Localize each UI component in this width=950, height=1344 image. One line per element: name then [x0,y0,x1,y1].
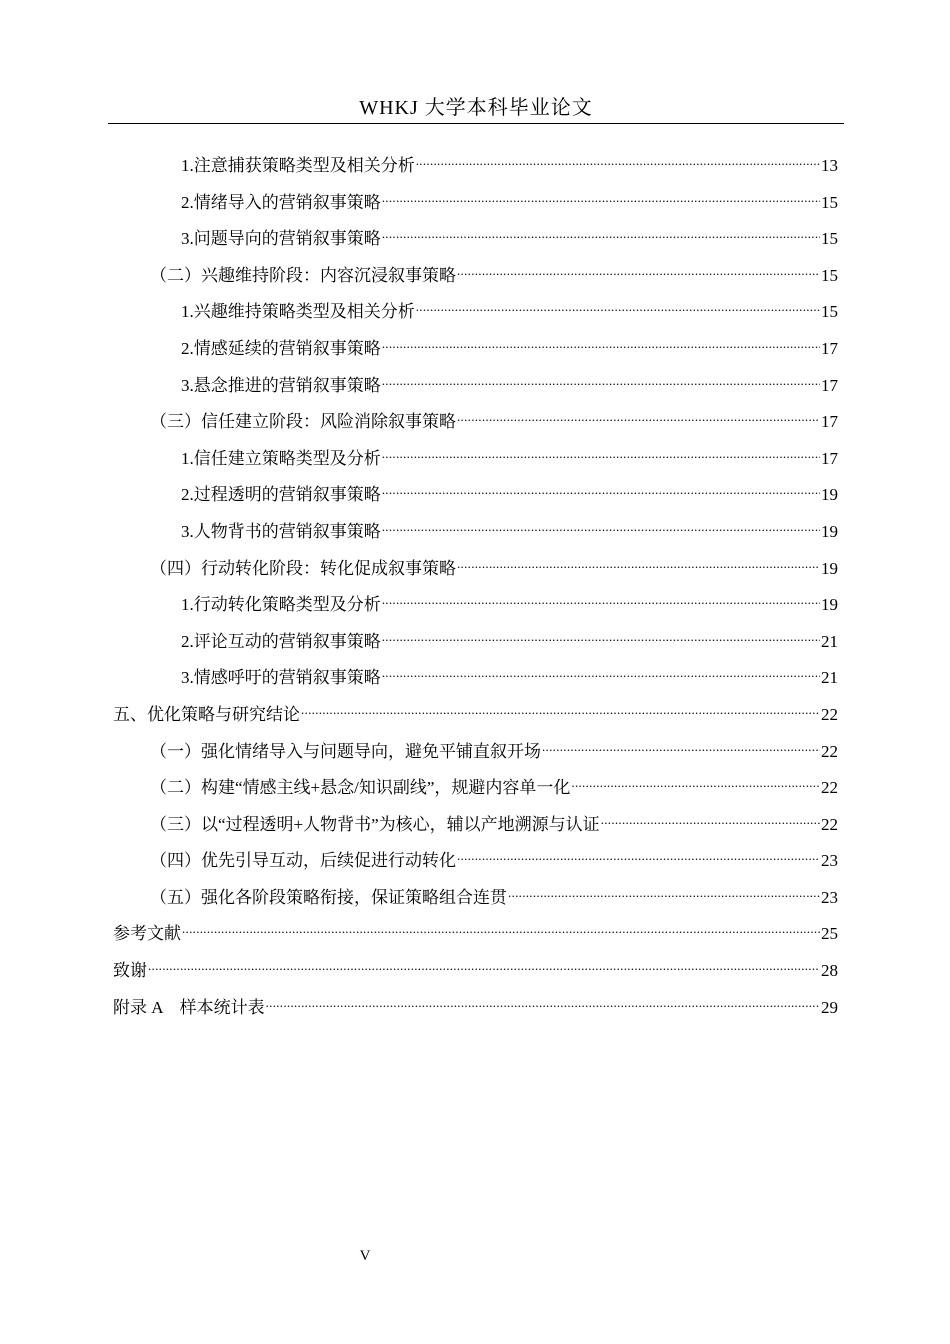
toc-entry-page: 15 [821,229,838,249]
toc-entry-page: 17 [821,338,838,358]
toc-entry-page: 17 [821,448,838,468]
toc-entry [113,582,838,619]
toc-dot-leader [182,911,820,939]
toc-dot-leader [382,326,820,354]
toc-dot-leader [148,948,820,976]
toc-dot-leader [301,692,820,720]
toc-entry-title: （二）兴趣维持阶段：内容沉浸叙事策略 [150,265,456,285]
toc-entry [113,509,838,546]
toc-entry-page: 22 [821,741,838,761]
toc-entry [113,838,838,875]
toc-entry-page: 15 [821,265,838,285]
toc-entry [113,363,838,400]
page-number: V [359,1248,371,1264]
toc-entry-title: （一）强化情绪导入与问题导向，避免平铺直叙开场 [150,741,541,761]
header-rule [108,123,844,124]
toc-entry-title: （四）行动转化阶段：转化促成叙事策略 [150,558,456,578]
toc-entry-page: 29 [821,997,838,1017]
toc-entry-page: 21 [821,631,838,651]
toc-dot-leader [382,436,820,464]
toc-entry-page: 22 [821,814,838,834]
toc-entry-title: 2.评论互动的营销叙事策略 [181,631,381,651]
toc-entry-title: 五、优化策略与研究结论 [113,704,300,724]
toc-entry-page: 25 [821,924,838,944]
toc-entry [113,985,838,1022]
toc-entry [113,216,838,253]
toc-entry-page: 21 [821,668,838,688]
toc-entry-page: 19 [821,485,838,505]
toc-dot-leader [266,985,820,1013]
toc-entry-page: 17 [821,375,838,395]
toc-entry-title: 2.情感延续的营销叙事策略 [181,338,381,358]
toc-entry [113,729,838,766]
toc-entry-title: 附录 A 样本统计表 [113,997,265,1017]
toc-dot-leader [416,143,820,171]
toc-dot-leader [382,582,820,610]
toc-entry-title: 1.兴趣维持策略类型及相关分析 [181,302,415,322]
toc-entry-title: 致谢 [113,961,147,981]
toc-dot-leader [457,546,820,574]
toc-entry-page: 19 [821,521,838,541]
toc-entry-title: （五）强化各阶段策略衔接，保证策略组合连贯 [150,887,507,907]
toc-entry-page: 23 [821,851,838,871]
toc-entry-title: 1.行动转化策略类型及分析 [181,595,381,615]
toc-entry [113,289,838,326]
toc-entry [113,765,838,802]
toc-entry-title: 3.情感呼吁的营销叙事策略 [181,668,381,688]
toc-dot-leader [601,802,820,830]
toc-dot-leader [382,619,820,647]
running-header: WHKJ 大学本科毕业论文 [359,97,593,119]
toc-dot-leader [382,363,820,391]
toc-entry [113,655,838,692]
toc-entry-page: 22 [821,778,838,798]
table-of-contents [113,143,838,1021]
toc-entry [113,948,838,985]
toc-entry-title: 3.人物背书的营销叙事策略 [181,521,381,541]
toc-entry [113,472,838,509]
toc-entry [113,253,838,290]
toc-dot-leader [542,729,820,757]
toc-entry [113,326,838,363]
toc-entry-page: 28 [821,961,838,981]
toc-entry-title: （四）优先引导互动，后续促进行动转化 [150,851,456,871]
toc-entry-title: 参考文献 [113,924,181,944]
toc-entry-page: 23 [821,887,838,907]
toc-entry-page: 15 [821,192,838,212]
toc-entry-title: 2.情绪导入的营销叙事策略 [181,192,381,212]
toc-entry-page: 13 [821,156,838,175]
toc-entry-page: 15 [821,302,838,322]
toc-dot-leader [457,838,820,866]
toc-entry-title: 1.注意捕获策略类型及相关分析 [181,156,415,175]
toc-dot-leader [508,875,820,903]
toc-entry [113,619,838,656]
toc-entry-title: 1.信任建立策略类型及分析 [181,448,381,468]
toc-dot-leader [382,180,820,208]
toc-entry [113,911,838,948]
toc-entry-title: 3.悬念推进的营销叙事策略 [181,375,381,395]
toc-dot-leader [571,765,820,793]
toc-entry [113,802,838,839]
toc-dot-leader [382,509,820,537]
toc-entry [113,875,838,912]
toc-entry [113,436,838,473]
toc-entry-page: 19 [821,595,838,615]
toc-entry-title: （三）信任建立阶段：风险消除叙事策略 [150,412,456,432]
toc-dot-leader [416,289,820,317]
toc-entry-page: 19 [821,558,838,578]
toc-dot-leader [457,399,820,427]
toc-dot-leader [382,216,820,244]
toc-entry-title: （二）构建“情感主线+悬念/知识副线”，规避内容单一化 [150,778,571,798]
toc-dot-leader [382,655,820,683]
toc-entry [113,180,838,217]
toc-entry [113,399,838,436]
toc-entry [113,692,838,729]
toc-entry-page: 22 [821,704,838,724]
toc-dot-leader [382,472,820,500]
toc-entry [113,143,838,180]
toc-entry-title: 3.问题导向的营销叙事策略 [181,229,381,249]
toc-entry-page: 17 [821,412,838,432]
toc-entry-title: 2.过程透明的营销叙事策略 [181,485,381,505]
toc-entry [113,546,838,583]
toc-dot-leader [457,253,820,281]
toc-entry-title: （三）以“过程透明+人物背书”为核心，辅以产地溯源与认证 [150,814,600,834]
